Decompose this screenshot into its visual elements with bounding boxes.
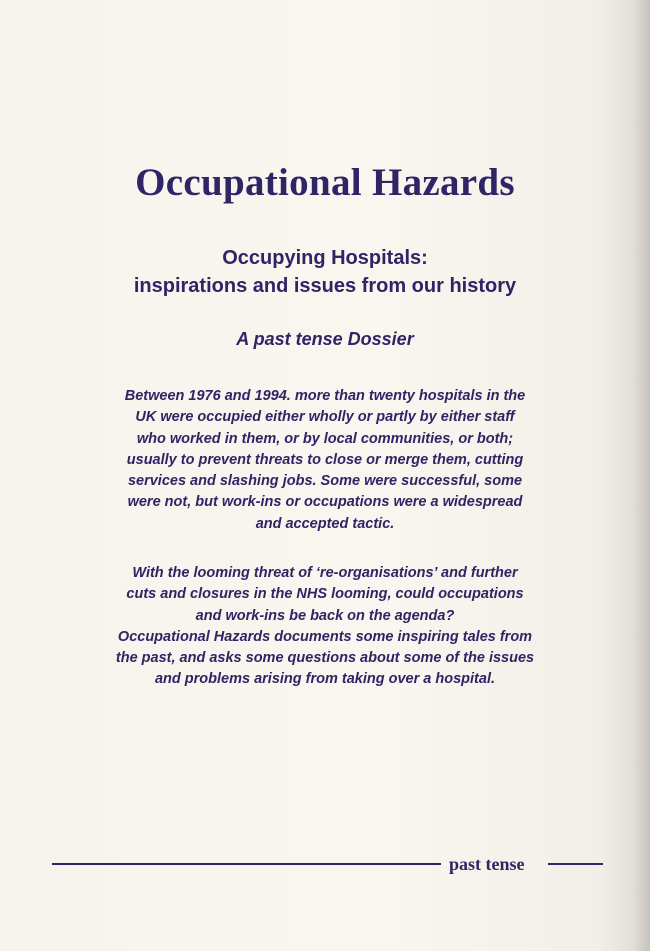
subtitle-line-1: Occupying Hospitals: xyxy=(222,247,428,269)
paragraph-line: cuts and closures in the NHS looming, could occupations xyxy=(126,586,524,603)
subtitle-line-2: inspirations and issues from our history xyxy=(133,275,517,297)
page-edge-shadow xyxy=(632,0,650,951)
paragraph-line: UK were occupied either wholly or partly by either staff xyxy=(135,409,515,426)
footer xyxy=(52,852,602,876)
paragraph-line: Occupational Hazards documents some inspiring tales from xyxy=(117,628,533,645)
footer-rule-left xyxy=(52,863,441,865)
paragraph-line: who worked in them, or by local communities, or both; xyxy=(136,430,514,447)
footer-publisher-label: past tense xyxy=(449,854,525,874)
paragraph-line: usually to prevent threats to close or merge them, cutting xyxy=(126,451,524,468)
paragraph-line: were not, but work-ins or occupations were a widespread xyxy=(127,494,523,511)
paragraph-line: and work-ins be back on the agenda? xyxy=(195,607,455,624)
footer-rule-right xyxy=(548,863,603,865)
paragraph-line: the past, and asks some questions about some of the issues xyxy=(115,650,535,667)
document-subtitle xyxy=(0,244,650,300)
paragraph-line: Between 1976 and 1994. more than twenty hospitals in the xyxy=(124,388,526,404)
paragraph-line: With the looming threat of ‘re-organisations’ and further xyxy=(132,565,518,581)
paragraph-line: and problems arising from taking over a hospital. xyxy=(154,671,495,688)
intro-paragraph xyxy=(95,386,555,535)
paragraph-line: and accepted tactic. xyxy=(255,515,395,532)
series-label: A past tense Dossier xyxy=(236,329,414,349)
question-paragraph xyxy=(95,563,555,691)
document-title: Occupational Hazards xyxy=(135,161,515,204)
paragraph-line: services and slashing jobs. Some were successful, some xyxy=(127,473,523,490)
